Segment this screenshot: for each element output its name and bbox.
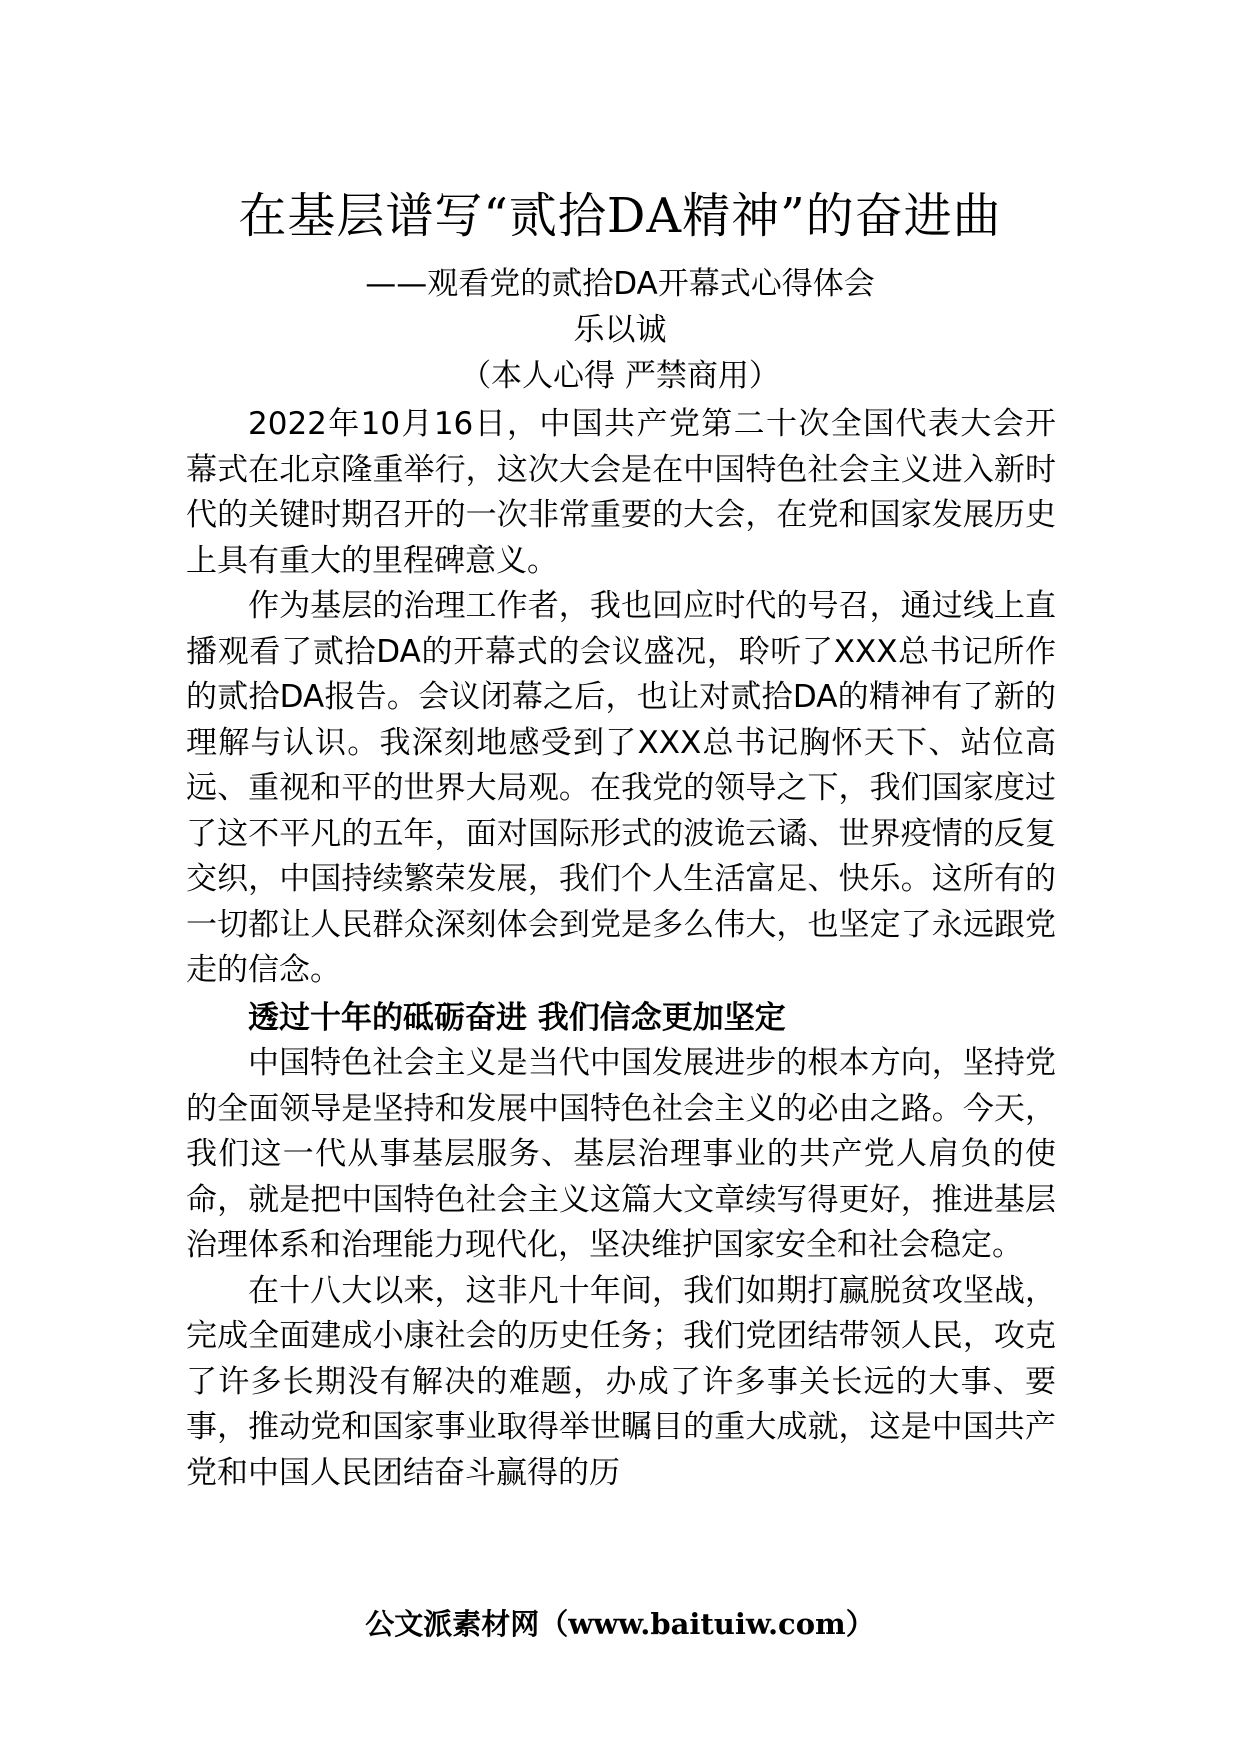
document-author: 乐以诚 bbox=[573, 312, 667, 348]
section-heading: 透过十年的砥砺奋进 我们信念更加坚定 bbox=[248, 999, 786, 1036]
body-paragraph: 在十八大以来，这非凡十年间，我们如期打赢脱贫攻坚战，完成全面建成小康社会的历史任务；我们党团结带领人民，攻克了许多长期没有解决的难题，办成了许多事关长远的大事、要事，推动党和国家事业取得举世瞩目的重大成就，这是中国共产党和中国人民团结奋斗赢得的历 bbox=[186, 1272, 1056, 1491]
body-paragraph: 中国特色社会主义是当代中国发展进步的根本方向，坚持党的全面领导是坚持和发展中国特色社会主义的必由之路。今天，我们这一代从事基层服务、基层治理事业的共产党人肩负的使命，就是把中国特色社会主义这篇大文章续写得更好，推进基层治理体系和治理能力现代化，坚决维护国家安全和社会稳定。 bbox=[186, 1045, 1056, 1263]
document-subtitle: ——观看党的贰拾DA开幕式心得体会 bbox=[365, 266, 875, 302]
body-paragraph: 2022年10月16日，中国共产党第二十次全国代表大会开幕式在北京隆重举行，这次大会是在中国特色社会主义进入新时代的关键时期召开的一次非常重要的大会，在党和国家发展历史上具有重大的里程碑意义。 bbox=[186, 406, 1056, 579]
document-title: 在基层谱写“贰拾DA精神”的奋进曲 bbox=[238, 188, 1002, 244]
body-paragraph: 作为基层的治理工作者，我也回应时代的号召，通过线上直播观看了贰拾DA的开幕式的会议盛况，聆听了XXX总书记所作的贰拾DA报告。会议闭幕之后，也让对贰拾DA的精神有了新的理解与认识。我深刻地感受到了XXX总书记胸怀天下、站位高远、重视和平的世界大局观。在我党的领导之下，我们国家度过了这不平凡的五年，面对国际形式的波诡云谲、世界疫情的反复交织，中国持续繁荣发展，我们个人生活富足、快乐。这所有的一切都让人民群众深刻体会到党是多么伟大，也坚定了永远跟党走的信念。 bbox=[186, 588, 1056, 988]
page-footer: 公文派素材网（www.baituiw.com） bbox=[365, 1607, 875, 1641]
document-note: （本人心得 严禁商用） bbox=[460, 358, 780, 394]
document-body bbox=[186, 402, 1056, 1496]
